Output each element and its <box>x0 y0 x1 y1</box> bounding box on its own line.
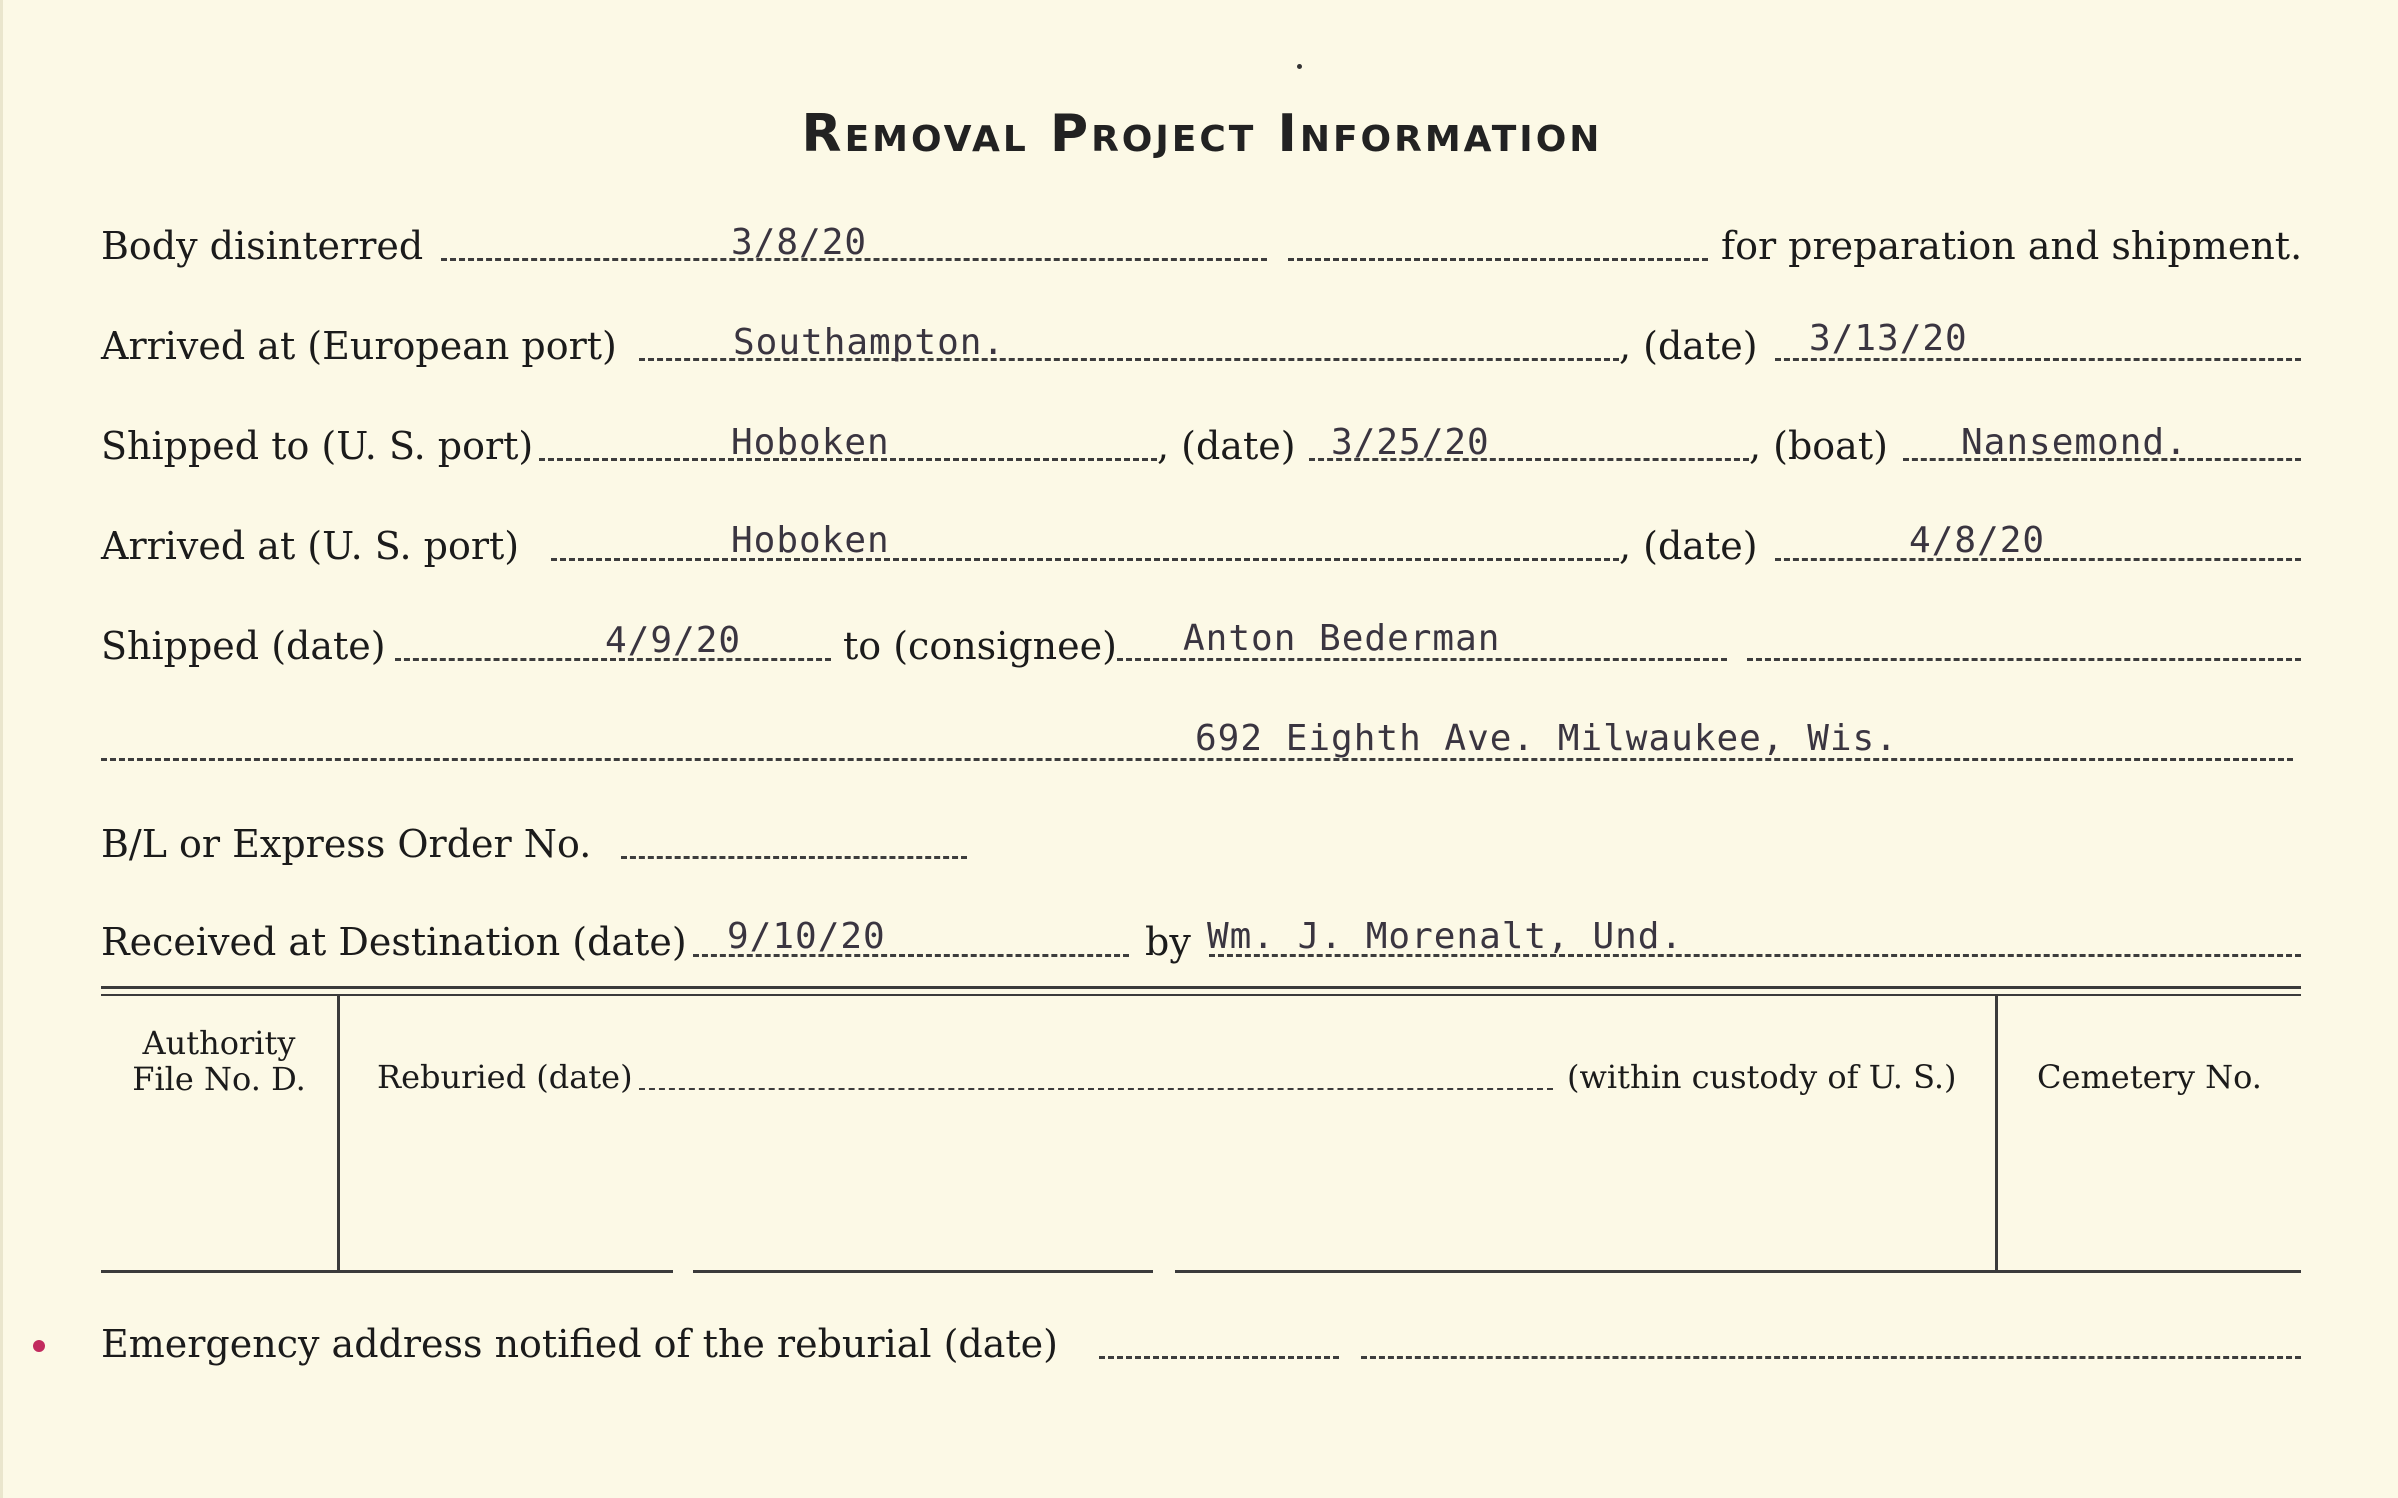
emergency-line <box>1099 1356 1339 1359</box>
shipped-to-date: 3/25/20 <box>1331 422 1490 463</box>
disinterred-line-2 <box>1288 258 1708 261</box>
shipped-date: 4/9/20 <box>605 620 742 661</box>
table-top-rule <box>101 986 2301 989</box>
table-bottom-rule-3 <box>1175 1270 2301 1273</box>
us-port-line <box>551 558 1619 561</box>
reburied-label: Reburied (date) <box>377 1058 633 1096</box>
table-bottom-rule-1 <box>101 1270 673 1273</box>
custody-label: (within custody of U. S.) <box>1567 1058 1957 1096</box>
shipped-to-value: Hoboken <box>731 422 890 463</box>
shipped-to-boat: Nansemond. <box>1961 422 2188 463</box>
european-port-date-label: , (date) <box>1619 324 1758 368</box>
address-value: 692 Eighth Ave. Milwaukee, Wis. <box>1195 718 1898 759</box>
us-port-date: 4/8/20 <box>1909 520 2046 561</box>
disinterred-suffix: for preparation and shipment. <box>1721 224 2303 268</box>
received-by-label: by <box>1145 920 1191 964</box>
ink-speck <box>33 1340 45 1352</box>
table-top-rule-2 <box>101 994 2301 996</box>
table-divider-left <box>337 996 340 1270</box>
shipped-to-date-label: , (date) <box>1157 424 1296 468</box>
shipped-date-label: Shipped (date) <box>101 624 386 668</box>
received-date: 9/10/20 <box>727 916 886 957</box>
disinterred-label: Body disinterred <box>101 224 424 268</box>
consignee-label: to (consignee) <box>843 624 1117 668</box>
table-bottom-rule-2 <box>693 1270 1153 1273</box>
shipped-to-boat-label: , (boat) <box>1749 424 1888 468</box>
emergency-line-2 <box>1361 1356 2301 1359</box>
received-label: Received at Destination (date) <box>101 920 687 964</box>
emergency-label: Emergency address notified of the reburial (date) <box>101 1322 1058 1366</box>
authority-label: Authority <box>142 1024 296 1062</box>
dust-speck <box>1297 64 1302 69</box>
consignee-line-2 <box>1747 658 2301 661</box>
shipped-to-label: Shipped to (U. S. port) <box>101 424 534 468</box>
consignee-value: Anton Bederman <box>1183 618 1501 659</box>
bl-line <box>621 856 967 859</box>
table-divider-right <box>1995 996 1998 1270</box>
european-port-value: Southampton. <box>733 322 1006 363</box>
form-title: Removal Project Information <box>801 104 1603 164</box>
us-port-date-label: , (date) <box>1619 524 1758 568</box>
file-no-label: File No. D. <box>132 1060 306 1098</box>
european-port-label: Arrived at (European port) <box>101 324 617 368</box>
cemetery-label: Cemetery No. <box>2037 1058 2262 1096</box>
us-port-label: Arrived at (U. S. port) <box>101 524 520 568</box>
european-port-date: 3/13/20 <box>1809 318 1968 359</box>
disinterred-value: 3/8/20 <box>731 222 868 263</box>
reburied-line <box>639 1088 1553 1090</box>
us-port-value: Hoboken <box>731 520 890 561</box>
received-by: Wm. J. Morenalt, Und. <box>1207 916 1684 957</box>
bl-label: B/L or Express Order No. <box>101 822 592 866</box>
